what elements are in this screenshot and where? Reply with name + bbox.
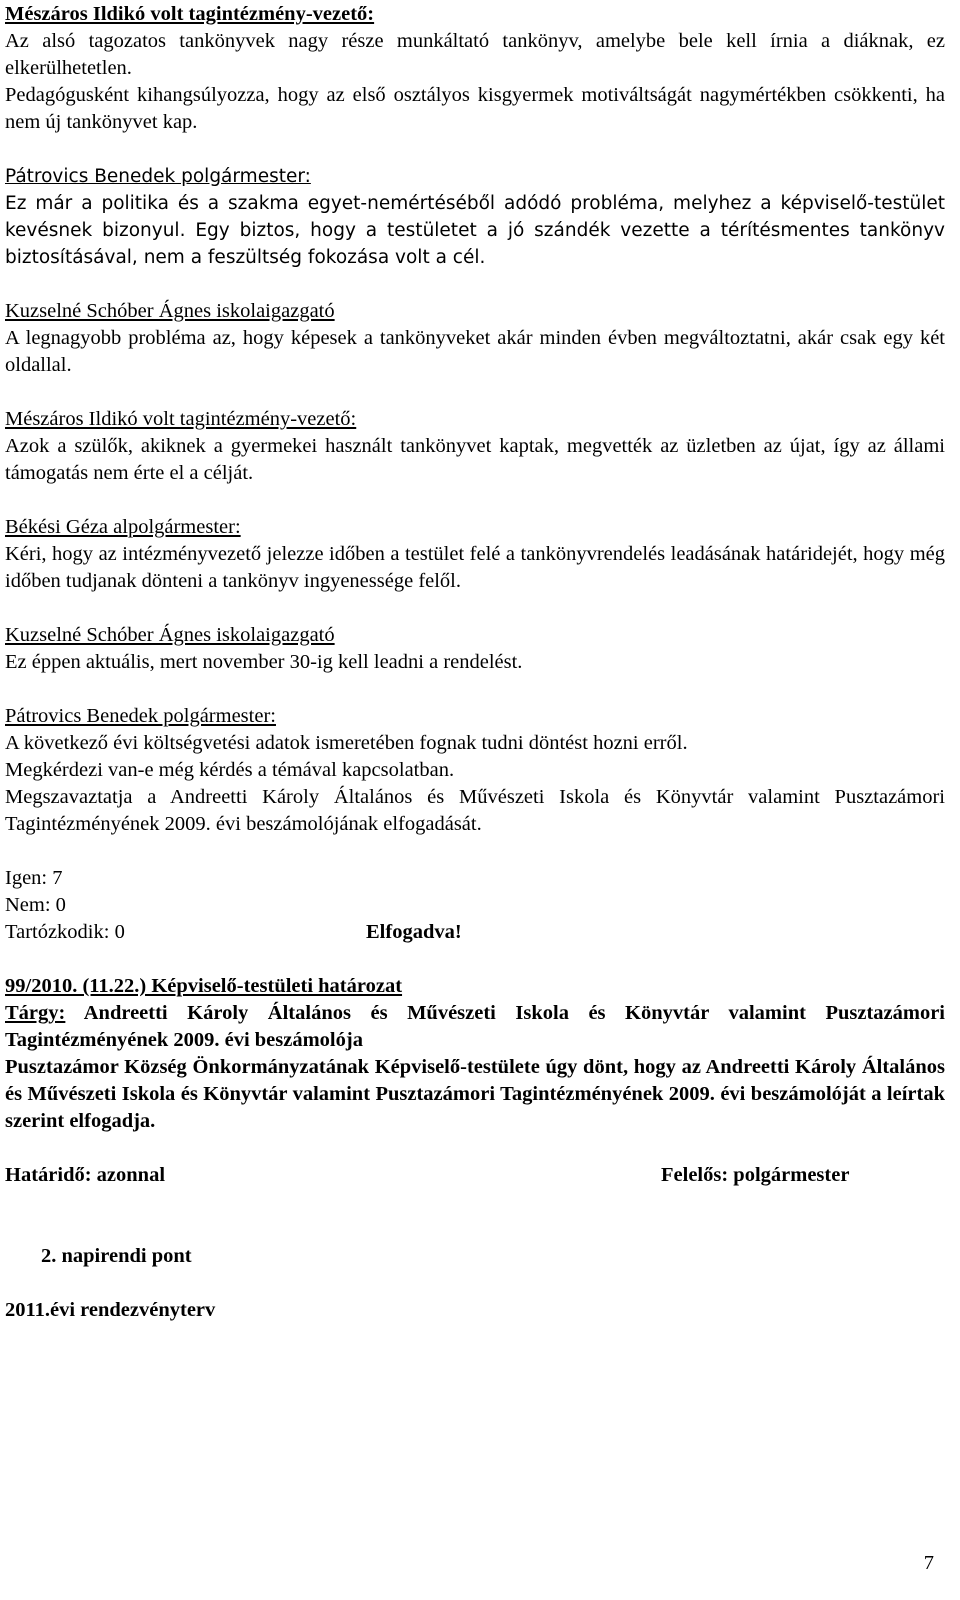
resolution-subject [5, 1000, 945, 1054]
speaker-name: Pátrovics Benedek polgármester: [5, 705, 276, 727]
resolution-subject-label: Tárgy: [5, 1002, 66, 1024]
speaker-name: Mészáros Ildikó volt tagintézmény-vezető: [5, 408, 357, 430]
resolution-deadline: Határidő: azonnal [5, 1164, 166, 1186]
speech-block [5, 163, 945, 271]
speech-paragraph: Azok a szülők, akiknek a gyermekei használt tankönyvet kaptak, megvették az üzletben az újat, így az állami támogatás nem érte el a célját. [5, 435, 945, 484]
speech-paragraph: Megszavaztatja a Andreetti Károly Általános és Művészeti Iskola és Könyvtár valamint Pusztazámori Tagintézményének 2009. évi beszámolójának elfogadását. [5, 786, 945, 835]
page-number: 7 [923, 1552, 934, 1574]
agenda-item-heading: 2. napirendi pont [41, 1245, 192, 1267]
resolution-subject-text: Andreetti Károly Általános és Művészeti Iskola és Könyvtár valamint Pusztazámori Tagintézményének 2009. évi beszámolója [5, 1002, 945, 1051]
speech-paragraph [5, 190, 945, 271]
speech-block [5, 406, 945, 487]
vote-result: Elfogadva! [366, 921, 462, 943]
resolution-deadline-row [5, 1162, 945, 1189]
vote-no: Nem: 0 [5, 894, 66, 916]
vote-abstain: Tartózkodik: 0 [5, 921, 125, 943]
speech-paragraph: Megkérdezi van-e még kérdés a témával kapcsolatban. [5, 759, 455, 781]
vote-yes: Igen: 7 [5, 867, 63, 889]
speech-paragraph: A következő évi költségvetési adatok ismeretében fognak tudni döntést hozni erről. [5, 732, 688, 754]
speech-block [5, 1, 945, 136]
resolution-title: 99/2010. (11.22.) Képviselő-testületi határozat [5, 975, 403, 997]
resolution [5, 973, 945, 1189]
speech-block [5, 703, 945, 838]
vote-abstain-row [5, 919, 945, 946]
speech-sentence: Egy biztos, hogy a testületet a jó szándék vezette a térítésmentes tankönyv biztosításával, nem a feszültség fokozása volt a cél. [5, 220, 945, 268]
speech-paragraph: Pedagógusként kihangsúlyozza, hogy az első osztályos kisgyermek motiváltságát nagymértékben csökkenti, ha nem új tankönyvet kap. [5, 84, 945, 133]
speech-paragraph: Kéri, hogy az intézményvezető jelezze időben a testület felé a tankönyvrendelés leadásának határidejét, hogy még időben tudjanak dönteni a tankönyv ingyenessége felől. [5, 543, 945, 592]
speaker-name: Kuzselné Schóber Ágnes iskolaigazgató [5, 624, 335, 646]
speech-sentence: Ez már a politika és a szakma egyet-nemértéséből adódó probléma, melyhez a képviselő-testület kevésnek bizonyul. [5, 193, 945, 241]
event-plan-heading: 2011.évi rendezvényterv [5, 1299, 216, 1321]
speech-block [5, 622, 945, 676]
vote-results [5, 865, 945, 946]
speech-block [5, 298, 945, 379]
speaker-name: Kuzselné Schóber Ágnes iskolaigazgató [5, 300, 335, 322]
speech-paragraph: A legnagyobb probléma az, hogy képesek a tankönyveket akár minden évben megváltoztatni, akár csak egy két oldallal. [5, 327, 945, 376]
speaker-name: Békési Géza alpolgármester: [5, 516, 241, 538]
resolution-responsible: Felelős: polgármester [661, 1164, 850, 1186]
speech-block [5, 514, 945, 595]
speech-paragraph: Ez éppen aktuális, mert november 30-ig kell leadni a rendelést. [5, 651, 523, 673]
speaker-name: Pátrovics Benedek polgármester: [5, 166, 311, 187]
speech-paragraph: Az alsó tagozatos tankönyvek nagy része munkáltató tankönyv, amelybe bele kell írnia a diáknak, ez elkerülhetetlen. [5, 30, 945, 79]
resolution-body: Pusztazámor Község Önkormányzatának Képviselő-testülete úgy dönt, hogy az Andreetti Károly Általános és Művészeti Iskola és Könyvtár valamint Pusztazámori Tagintézményének 2009. évi beszámolóját a leírtak szerint elfogadja. [5, 1056, 945, 1132]
document-page [5, 1, 945, 1324]
speaker-name: Mészáros Ildikó volt tagintézmény-vezető: [5, 3, 375, 25]
